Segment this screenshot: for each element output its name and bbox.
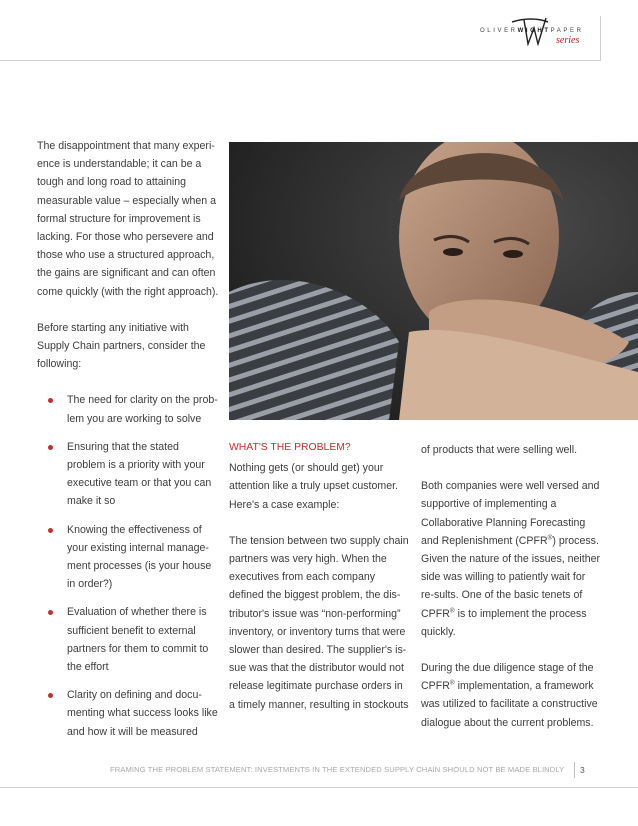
footer-separator [574, 762, 575, 778]
list-item: Knowing the effectiveness of your existing internal manage-ment processes (is your house in order?) [37, 521, 219, 594]
paragraph: of products that were selling well. [421, 444, 578, 456]
bullet-icon [48, 398, 53, 403]
bullet-icon [48, 610, 53, 615]
list-item: Evaluation of whether there is sufficient benefit to external partners for them to commit to the effort [37, 603, 219, 676]
lead-paragraph: Before starting any initiative with Supply Chain partners, consider the following: [37, 321, 206, 371]
section-heading: WHAT'S THE PROBLEM? [229, 442, 351, 453]
logo-series-label: series [556, 35, 580, 46]
bullet-icon [48, 528, 53, 533]
header-rule-vertical [600, 16, 601, 61]
footer-title: FRAMING THE PROBLEM STATEMENT: INVESTMENTS IN THE EXTENDED SUPPLY CHAIN SHOULD NOT BE MADE BLINDLY [110, 765, 565, 774]
considerations-list [37, 391, 219, 740]
paragraph: Both companies were well versed and supportive of implementing a Collaborative Planning Forecasting and Replenishment (CPFR®) process. Given the nature of the issues, neither side was willing to patiently wait for re-sults. One of the basic tenets of CPFR® is to implement the process quickly. [421, 480, 601, 638]
list-item: Clarity on defining and docu-menting what success looks like and how it will be measured [37, 686, 219, 741]
header-rule [0, 60, 600, 61]
intro-paragraph: The disappointment that many experi-ence is understandable; it can be a tough and long road to attaining measurable value – especially when a formal structure for improvement is lacking. For those who persevere and those who use a structured approach, the gains are significant and can often come quickly (with the right approach). [37, 140, 219, 298]
paragraph: During the due diligence stage of the CPFR® implementation, a framework was utilized to facilitate a constructive dialogue about the current problems. [421, 662, 598, 729]
column-1 [37, 137, 219, 751]
bullet-icon [48, 693, 53, 698]
list-item: The need for clarity on the prob-lem you are working to solve [37, 391, 219, 427]
column-3 [421, 441, 601, 732]
bullet-icon [48, 445, 53, 450]
column-2 [229, 439, 411, 714]
pensive-man-photo [229, 142, 638, 420]
oliver-wight-logo [480, 16, 610, 50]
page-number: 3 [580, 765, 585, 775]
paragraph: The tension between two supply chain partners was very high. When the executives from each company defined the biggest problem, the dis-tributor's issue was “non-performing” inventory, or inventory turns that were slower than desired. The supplier's is-sue was that the distributor would not release legitimate purchase orders in a timely manner, resulting in stockouts [229, 534, 409, 711]
footer-rule [0, 787, 638, 788]
paragraph: Nothing gets (or should get) your attention like a truly upset customer. Here's a case example: [229, 462, 398, 511]
logo-wordmark: OLIVERWIGHTPAPER [480, 28, 584, 34]
list-item: Ensuring that the stated problem is a priority with your executive team or that you can make it so [37, 438, 219, 511]
